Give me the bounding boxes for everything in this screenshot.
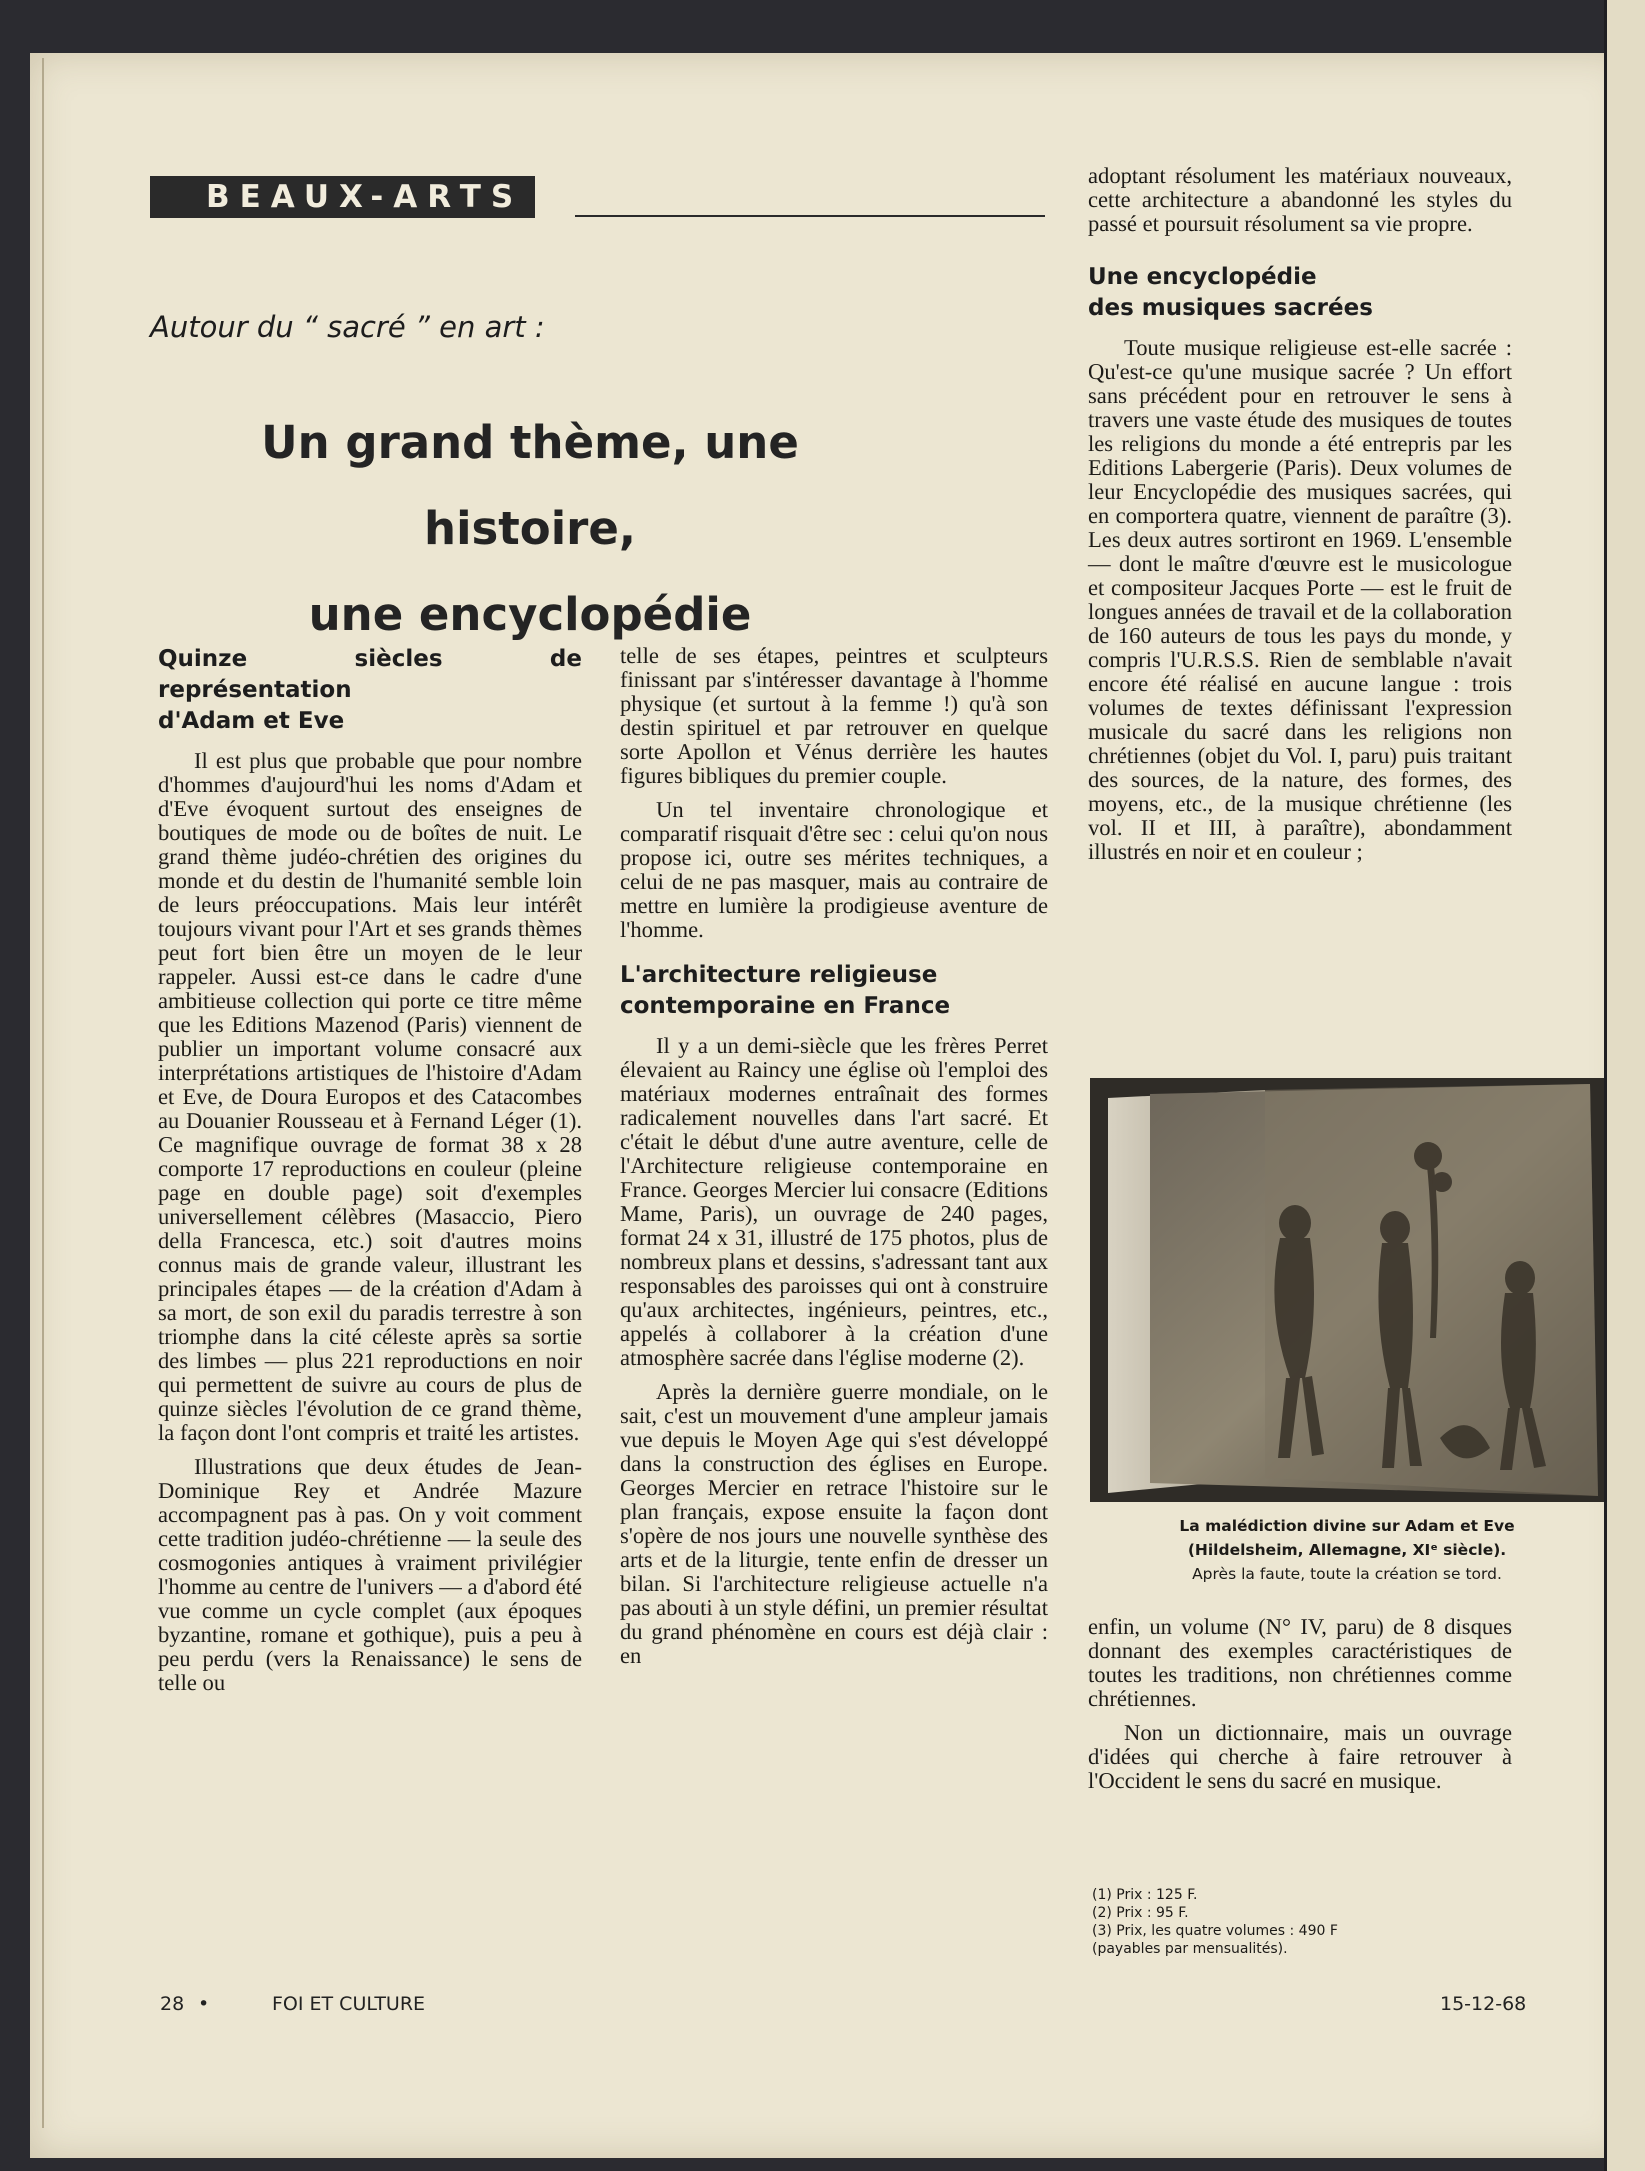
footnote: (3) Prix, les quatre volumes : 490 F <box>1092 1923 1338 1939</box>
subhead-line: des musiques sacrées <box>1088 295 1373 321</box>
headline-line-1: Un grand thème, une histoire, <box>261 416 799 555</box>
paragraph: adoptant résolument les matériaux nouveaux, cette architecture a abandonné les styles du passé et poursuit résolument sa vie propre. <box>1088 163 1512 236</box>
subhead-musiques <box>1088 262 1512 324</box>
caption-line-1: La malédiction divine sur Adam et Eve <box>1179 1517 1515 1535</box>
section-banner: BEAUX-ARTS <box>150 176 535 218</box>
footnote: (2) Prix : 95 F. <box>1092 1905 1189 1921</box>
headline <box>150 400 910 658</box>
paragraph: Illustrations que deux études de Jean-Dominique Rey et Andrée Mazure accompagnent pas à pas. On y voit comment cette tradition judéo-chrétienne — la seule des cosmogonies antiques à vraiment privilégier l'homme au centre de l'univers — a d'abord été vue comme un cycle complet (aux époques byzantine, romane et gothique), puis a peu à peu perdu (vers la Renaissance) le sens de telle ou <box>158 1454 582 1695</box>
paragraph: Non un dictionnaire, mais un ouvrage d'idées qui cherche à faire retrouver à l'Occident le sens du sacré en musique. <box>1088 1720 1512 1793</box>
subhead-line: Quinze siècles de représentation <box>158 646 582 703</box>
caption-line-2: (Hildelsheim, Allemagne, XIᵉ siècle). <box>1187 1541 1507 1559</box>
bronze-relief-image <box>1090 1078 1604 1502</box>
footnote: (payables par mensualités). <box>1092 1941 1288 1957</box>
next-page-edge <box>1604 0 1645 2171</box>
footnotes <box>1092 1886 1512 1958</box>
footnote: (1) Prix : 125 F. <box>1092 1887 1198 1903</box>
paragraph: Il est plus que probable que pour nombre d'hommes d'aujourd'hui les noms d'Adam et d'Eve évoquent surtout des enseignes de boutiques de mode ou de boîtes de nuit. Le grand thème judéo-chrétien des origines du monde et du destin de l'humanité semble loin de leurs préoccupations. Mais leur intérêt toujours vivant pour l'Art et ses grands thèmes peut fort bien être un moyen de le leur rappeler. Aussi est-ce dans le cadre d'une ambitieuse collection qui porte ce titre même que les Editions Mazenod (Paris) viennent de publier un important volume consacré aux interprétations artistiques de l'histoire d'Adam et Eve, de Doura Europos et des Catacombes au Douanier Rousseau et à Fernand Léger (1). Ce magnifique ouvrage de format 38 x 28 comporte 17 reproductions en couleur (pleine page en double page) soit d'exemples universellement célèbres (Masaccio, Piero della Francesca, etc.) soit d'autres moins connus mais de grande valeur, illustrant les principales étapes — de la création d'Adam à sa mort, de son exil du paradis terrestre à son triomphe dans la cité céleste après sa sortie des limbes — plus 221 reproductions en noir qui permettent de suivre au cours de plus de quinze siècles l'évolution de ce grand thème, la façon dont l'ont compris et traité les artistes. <box>158 748 582 1445</box>
headline-line-2: une encyclopédie <box>308 588 752 641</box>
subhead-adam-eve <box>158 644 582 737</box>
paragraph: Après la dernière guerre mondiale, on le sait, c'est un mouvement d'une ampleur jamais vue depuis le Moyen Age qui s'est développé dans la construction des églises en Europe. Georges Mercier en retrace l'histoire sur le plan français, expose ensuite la façon dont s'opère de nos jours une nouvelle synthèse des arts et de la liturgie, tente enfin de dresser un bilan. Si l'architecture religieuse actuelle n'a pas abouti à un style défini, un premier résultat du grand phénomène en cours est déjà clair : en <box>620 1379 1048 1668</box>
subhead-architecture <box>620 960 1048 1022</box>
magazine-name: FOI ET CULTURE <box>272 1993 426 2015</box>
paragraph: Il y a un demi-siècle que les frères Perret élevaient au Raincy une église où l'emploi des matériaux modernes entraînait des formes radicalement nouvelles dans l'art sacré. Et c'était le début d'une autre aventure, celle de l'Architecture religieuse contemporaine en France. Georges Mercier lui consacre (Editions Mame, Paris), un ouvrage de 240 pages, format 24 x 31, illustré de 175 photos, plus de nombreux plans et dessins, s'adressant tant aux responsables des paroisses qui ont à construire qu'aux architectes, ingénieurs, peintres, etc., appelés à collaborer à la création d'une atmosphère sacrée dans l'église moderne (2). <box>620 1033 1048 1370</box>
page-number: 28 <box>160 1993 185 2015</box>
paragraph: telle de ses étapes, peintres et sculpteurs finissant par s'intéresser davantage à l'homme physique (et surtout à la femme !) qu'à son destin spirituel et par retrouver en quelque sorte Apollon et Vénus derrière les hautes figures bibliques du premier couple. <box>620 643 1048 788</box>
paragraph: Toute musique religieuse est-elle sacrée : Qu'est-ce qu'une musique sacrée ? Un effort sans précédent pour en retrouver le sens à travers une vaste étude des musiques de toutes les religions du monde a été entrepris par les Editions Labergerie (Paris). Deux volumes de leur Encyclopédie des musiques sacrées, qui en comportera quatre, viennent de paraître (3). Les deux autres sortiront en 1969. L'ensemble — dont le maître d'œuvre est le musicologue et compositeur Jacques Porte — est le fruit de longues années de travail et de la collaboration de 160 auteurs de tous les pays du monde, y compris l'U.R.S.S. Rien de semblable n'avait encore été réalisé en aucune langue : trois volumes de textes définissant l'expression musicale du sacré dans les religions non chrétiennes (objet du Vol. I, paru) puis traitant des sources, de la nature, des formes, des moyens, etc., de la musique chrétienne (les vol. II et III, à paraître), abondamment illustrés en noir et en couleur ; <box>1088 335 1512 864</box>
column-2 <box>620 644 1048 1678</box>
page-margin-rule <box>42 58 44 2128</box>
photo-caption <box>1090 1514 1604 1586</box>
column-3-top <box>1088 164 1512 874</box>
subhead-line: Une encyclopédie <box>1088 264 1317 290</box>
banner-rule <box>575 215 1045 217</box>
column-3-bottom <box>1088 1615 1512 1803</box>
subhead-line: L'architecture religieuse <box>620 962 938 988</box>
subhead-line: d'Adam et Eve <box>158 708 345 734</box>
kicker: Autour du “ sacré ” en art : <box>150 310 545 344</box>
paragraph: enfin, un volume (N° IV, paru) de 8 disques donnant des exemples caractéristiques de toutes les traditions, non chrétiennes comme chrétiennes. <box>1088 1614 1512 1711</box>
footer-bullet: • <box>198 1993 210 2015</box>
subhead-line: contemporaine en France <box>620 993 951 1019</box>
paragraph: Un tel inventaire chronologique et comparatif risquait d'être sec : celui qu'on nous propose ici, outre ses mérites techniques, a celui de ne pas masquer, mais au contraire de mettre en lumière la prodigieuse aventure de l'homme. <box>620 797 1048 942</box>
caption-line-3: Après la faute, toute la création se tord. <box>1192 1565 1502 1583</box>
relief-photo <box>1090 1078 1604 1502</box>
column-1 <box>158 644 582 1705</box>
issue-date: 15-12-68 <box>1440 1993 1527 2015</box>
